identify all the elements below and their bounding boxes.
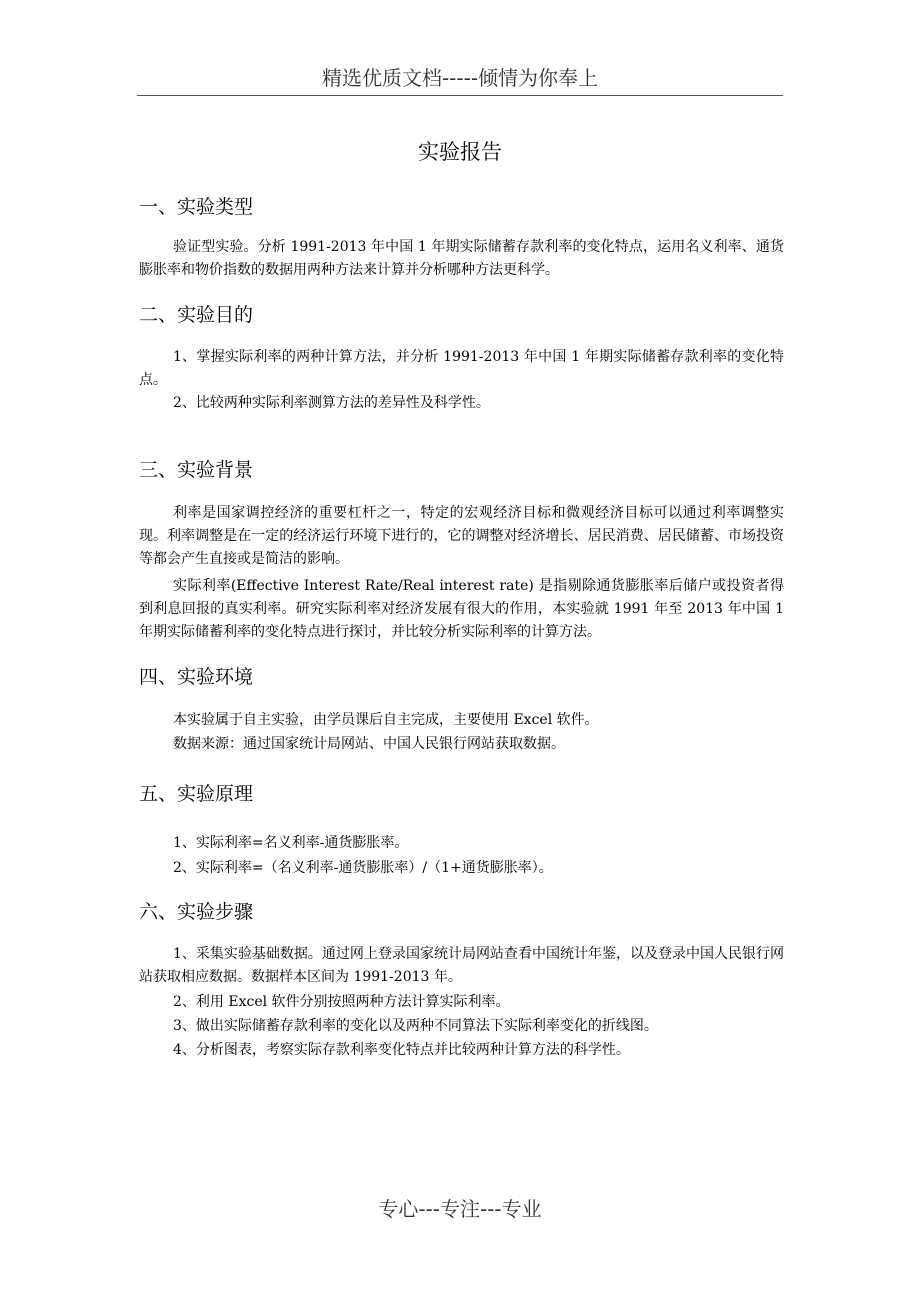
section-steps-item-4: 4、分析图表，考察实际存款利率变化特点并比较两种计算方法的科学性。 [173, 1042, 630, 1058]
section-steps-item-3: 3、做出实际储蓄存款利率的变化以及两种不同算法下实际利率变化的折线图。 [173, 1018, 658, 1034]
section-purpose-item-1: 1、掌握实际利率的两种计算方法，并分析 1991-2013 年中国 1 年期实际储蓄存款利率的变化特点。 [139, 349, 784, 388]
section-background-paragraph-2: 实际利率(Effective Interest Rate/Real interest rate) 是指剔除通货膨胀率后储户或投资者得到利息回报的真实利率。研究实际利率对经济发展有很大的作用，本实验就 1991 年至 2013 年中国 1 年期实际储蓄利率的变化特点进行探讨，并比较分析实际利率的计算方法。 [139, 578, 784, 640]
section-principle-formula-1: 1、实际利率=名义利率-通货膨胀率。 [173, 835, 409, 851]
section-environment-paragraph-2: 数据来源：通过国家统计局网站、中国人民银行网站获取数据。 [173, 736, 565, 752]
section-purpose-item-2: 2、比较两种实际利率测算方法的差异性及科学性。 [173, 395, 490, 411]
page-footer: 专心---专注---专业 [378, 1197, 542, 1221]
section-environment-paragraph-1: 本实验属于自主实验，由学员课后自主完成，主要使用 Excel 软件。 [173, 712, 599, 728]
header-text: 精选优质文档-----倾情为你奉上 [321, 66, 599, 90]
section-heading-steps: 六、实验步骤 [139, 901, 254, 923]
document-title: 实验报告 [418, 140, 502, 164]
section-background-paragraph-1: 利率是国家调控经济的重要杠杆之一，特定的宏观经济目标和微观经济目标可以通过利率调整实现。利率调整是在一定的经济运行环境下进行的，它的调整对经济增长、居民消费、居民储蓄、市场投资等都会产生直接或是简洁的影响。 [139, 505, 784, 567]
section-principle-formula-2: 2、实际利率=（名义利率-通货膨胀率）/（1+通货膨胀率）。 [173, 860, 553, 876]
section-heading-purpose: 二、实验目的 [139, 304, 254, 326]
section-heading-background: 三、实验背景 [139, 459, 254, 481]
section-heading-principle: 五、实验原理 [139, 783, 254, 805]
section-type-paragraph: 验证型实验。分析 1991-2013 年中国 1 年期实际储蓄存款利率的变化特点，运用名义利率、通货膨胀率和物价指数的数据用两种方法来计算并分析哪种方法更科学。 [139, 239, 784, 278]
section-heading-environment: 四、实验环境 [139, 666, 254, 688]
section-heading-type: 一、实验类型 [139, 196, 254, 218]
page-header [137, 64, 783, 96]
section-steps-item-2: 2、利用 Excel 软件分别按照两种方法计算实际利率。 [173, 994, 510, 1010]
section-steps-item-1: 1、采集实验基础数据。通过网上登录国家统计局网站查看中国统计年鉴，以及登录中国人民银行网站获取相应数据。数据样本区间为 1991-2013 年。 [139, 946, 784, 985]
